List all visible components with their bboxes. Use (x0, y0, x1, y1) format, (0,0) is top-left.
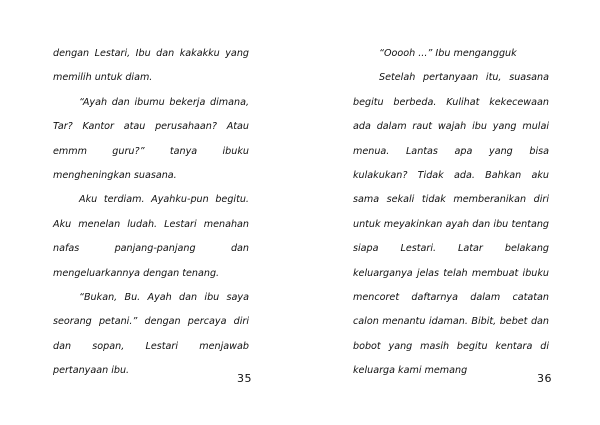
paragraph: dengan Lestari, Ibu dan kakakku yang memilih untuk diam. (53, 48, 249, 84)
paragraph: Aku terdiam. Ayahku-pun begitu. Aku menelan ludah. Lestari menahan nafas panjang-panjang dan mengeluarkannya dengan tenang. (53, 194, 249, 279)
right-page (300, 0, 600, 425)
paragraph: “Bukan, Bu. Ayah dan ibu saya seorang petani.” dengan percaya diri dan sopan, Lestari menjawab pertanyaan ibu. (53, 292, 249, 377)
paragraph: “Ayah dan ibumu bekerja dimana, Tar? Kantor atau perusahaan? Atau emmm guru?” tanya ibuku mengheningkan suasana. (53, 96, 249, 182)
paragraph: Setelah pertanyaan itu, suasana begitu berbeda. Kulihat kekecewaan ada dalam raut wajah ibu yang mulai menua. Lantas apa yang bisa kulakukan? Tidak ada. Bahkan aku sama sekali tidak memberanikan diri untuk meyakinkan ayah dan ibu tentang siapa Lestari. Latar belakang keluarganya jelas telah membuat ibuku mencoret daftarnya dalam catatan calon menantu idaman. Bibit, bebet dan bobot yang masih begitu kentara di keluarga kami memang (353, 72, 549, 377)
right-page-text (353, 42, 549, 384)
left-page-text (53, 42, 249, 384)
paragraph: “Ooooh ...” Ibu mengangguk (379, 48, 517, 59)
page-number: 36 (537, 372, 552, 385)
page-number: 35 (237, 372, 252, 385)
